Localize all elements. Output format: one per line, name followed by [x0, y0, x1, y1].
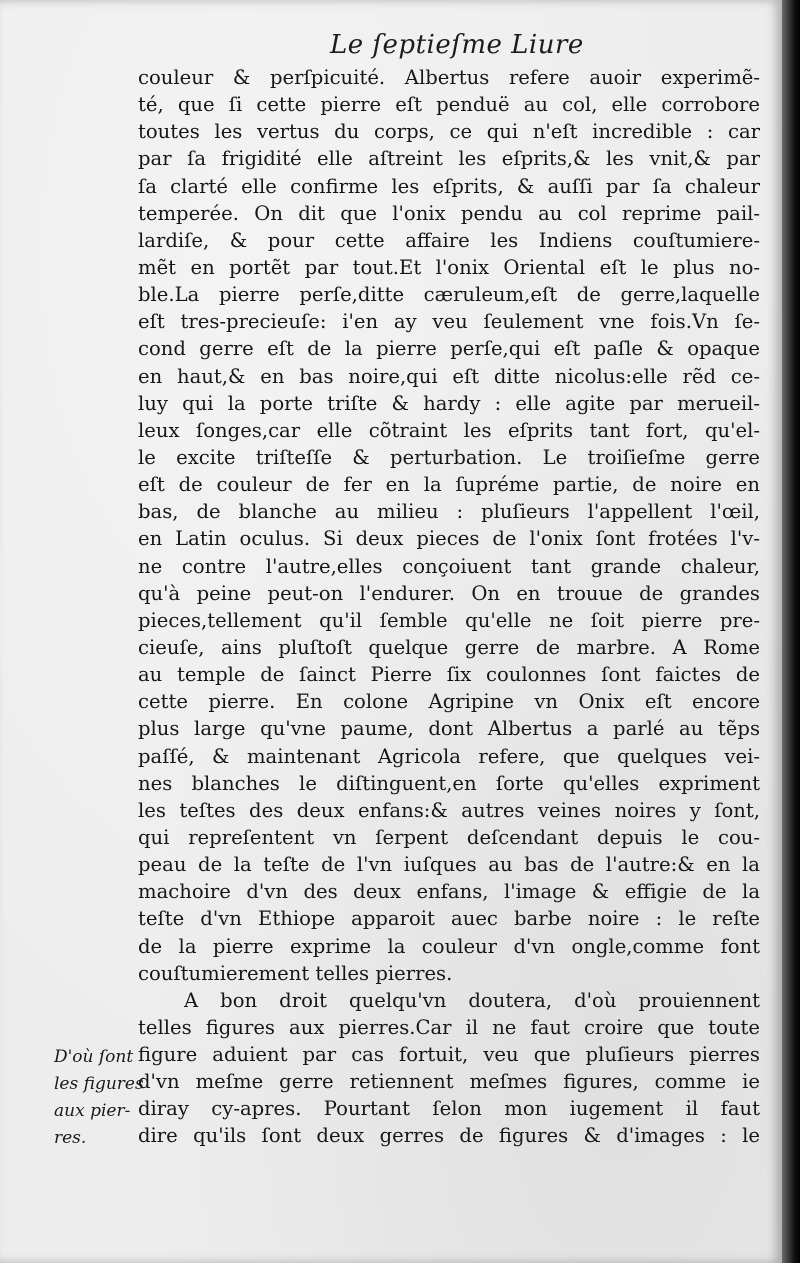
text-line: té, que ſi cette pierre eſt penduë au col, elle corrobore [138, 93, 760, 117]
text-line: cond gerre eſt de la pierre perſe,qui eſt paſle & opaque [138, 337, 760, 361]
margin-note-line: D'où ſont [54, 1047, 134, 1067]
text-line: bas, de blanche au milieu : pluſieurs l'appellent l'œil, [138, 500, 760, 524]
page-edge-shadow [782, 0, 800, 1263]
text-line: dire qu'ils ſont deux gerres de figures & d'images : le [138, 1124, 760, 1148]
margin-note-line: aux pier- [54, 1101, 131, 1121]
running-head: Le ſeptieſme Liure [330, 30, 584, 60]
margin-note-line: res. [54, 1128, 87, 1148]
text-line: diray cy-apres. Pourtant ſelon mon iugement il faut [138, 1097, 760, 1121]
text-line: telles figures aux pierres.Car il ne faut croire que toute [138, 1015, 760, 1039]
text-line: figure aduient par cas fortuit, veu que pluſieurs pierres [138, 1043, 760, 1067]
text-line: cieuſe, ains pluſtoſt quelque gerre de marbre. A Rome [138, 635, 760, 659]
body-text [138, 64, 760, 1150]
text-line: qui repreſentent vn ſerpent deſcendant depuis le cou- [138, 825, 760, 849]
text-line: d'vn meſme gerre retiennent meſmes figures, comme ie [138, 1070, 760, 1094]
text-line: pieces,tellement qu'il ſemble qu'elle ne ſoit pierre pre- [138, 608, 760, 632]
margin-note-line: les figures [54, 1074, 144, 1094]
text-line: machoire d'vn des deux enfans, l'image & effigie de la [138, 880, 760, 904]
text-line: leux ſonges,car elle cõtraint les eſprits tant fort, qu'el- [138, 418, 760, 442]
text-line: A bon droit quelqu'vn doutera, d'où prouiennent [184, 988, 760, 1012]
text-line: couleur & perſpicuité. Albertus refere auoir experimẽ- [138, 66, 760, 89]
text-line: qu'à peine peut-on l'endurer. On en trouue de grandes [138, 581, 760, 605]
margin-note [54, 1044, 150, 1152]
text-line: ſa clarté elle confirme les eſprits, & auſſi par ſa chaleur [138, 174, 760, 198]
text-line: eſt tres-precieuſe: i'en ay veu ſeulement vne fois.Vn ſe- [138, 310, 760, 334]
text-line: lardiſe, & pour cette affaire les Indiens couſtumiere- [138, 228, 760, 252]
text-line: couſtumierement telles pierres. [138, 961, 453, 985]
text-line: au temple de ſainct Pierre ſix coulonnes ſont faictes de [138, 663, 760, 687]
text-line: plus large qu'vne paume, dont Albertus a parlé au tẽps [138, 717, 760, 741]
text-line: teſte d'vn Ethiope apparoit auec barbe noire : le reſte [138, 907, 760, 931]
text-line: peau de la teſte de l'vn iuſques au bas de l'autre:& en la [138, 853, 760, 877]
text-line: temperée. On dit que l'onix pendu au col reprime pail- [138, 201, 760, 225]
text-line: ble.La pierre perſe,ditte cæruleum,eſt de gerre,laquelle [138, 283, 760, 307]
text-line: en haut,& en bas noire,qui eſt ditte nicolus:elle rẽd ce- [138, 364, 760, 388]
text-line: paſſé, & maintenant Agricola refere, que quelques vei- [138, 744, 760, 768]
text-line: cette pierre. En colone Agripine vn Onix eſt encore [138, 690, 760, 714]
text-line: eſt de couleur de fer en la ſupréme partie, de noire en [138, 473, 760, 497]
text-line: par ſa frigidité elle aſtreint les eſprits,& les vnit,& par [138, 147, 760, 171]
text-line: toutes les vertus du corps, ce qui n'eſt incredible : car [138, 120, 760, 144]
text-line: les teſtes des deux enfans:& autres veines noires y ſont, [138, 798, 760, 822]
text-line: ne contre l'autre,elles conçoiuent tant grande chaleur, [138, 554, 760, 578]
text-line: mẽt en portẽt par tout.Et l'onix Oriental eſt le plus no- [138, 255, 760, 279]
text-line: de la pierre exprime la couleur d'vn ongle,comme font [138, 934, 760, 958]
text-line: nes blanches le diſtinguent,en ſorte qu'elles expriment [138, 771, 760, 795]
text-line: en Latin oculus. Si deux pieces de l'onix ſont frotées l'v- [138, 527, 760, 551]
text-line: luy qui la porte triſte & hardy : elle agite par merueil- [138, 391, 760, 415]
text-line: le excite triſteſſe & perturbation. Le troiſieſme gerre [138, 445, 760, 469]
